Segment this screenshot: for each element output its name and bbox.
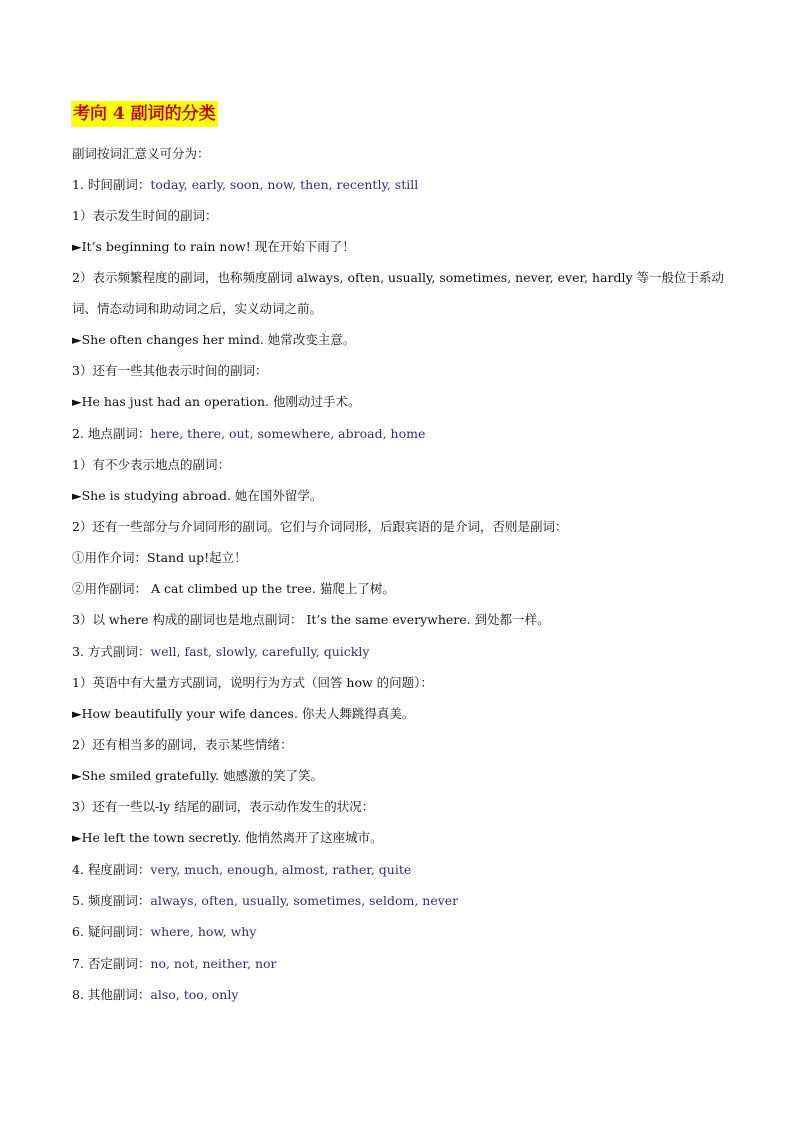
list-item (72, 955, 732, 973)
item-label: 5. 频度副词： (72, 893, 151, 908)
list-item: 2）还有一些部分与介词同形的副词。它们与介词同形，后跟宾语的是介词，否则是副词： (72, 519, 568, 534)
item-label: 4. 程度副词： (72, 862, 151, 877)
example-sentence: ►How beautifully your wife dances. 你夫人舞跳得真美。 (72, 706, 415, 721)
item-value: here, there, out, somewhere, abroad, home (150, 426, 426, 441)
list-item (72, 425, 732, 443)
intro-text: 副词按词汇意义可分为： (72, 146, 210, 161)
item-value: today, early, soon, now, then, recently, still (150, 177, 419, 192)
list-item: 3）还有一些其他表示时间的副词： (72, 363, 268, 378)
item-label: 7. 否定副词： (72, 956, 151, 971)
list-item (72, 643, 732, 661)
list-item: 1）有不少表示地点的副词： (72, 457, 230, 472)
item-value: very, much, enough, almost, rather, quite (150, 862, 412, 877)
item-value: where, how, why (150, 924, 257, 939)
example-sentence: ►She is studying abroad. 她在国外留学。 (72, 488, 323, 503)
list-item (72, 892, 732, 910)
example-sentence: ►He has just had an operation. 他刚动过手术。 (72, 394, 361, 409)
list-item (72, 861, 732, 879)
list-item: 3）还有一些以-ly 结尾的副词，表示动作发生的状况： (72, 799, 375, 814)
example-sentence: ②用作副词： A cat climbed up the tree. 猫爬上了树。 (72, 581, 395, 596)
item-label: 2. 地点副词： (72, 426, 151, 441)
list-item (72, 986, 732, 1004)
item-label: 1. 时间副词： (72, 177, 151, 192)
example-sentence: ►He left the town secretly. 他悄然离开了这座城市。 (72, 830, 383, 845)
section-title: 考向 4 副词的分类 (71, 101, 218, 127)
item-value: always, often, usually, sometimes, seldom, never (150, 893, 459, 908)
item-label: 6. 疑问副词： (72, 924, 151, 939)
item-label: 3. 方式副词： (72, 644, 151, 659)
item-label: 8. 其他副词： (72, 987, 151, 1002)
example-sentence: ►She often changes her mind. 她常改变主意。 (72, 332, 356, 347)
list-item: 1）英语中有大量方式副词，说明行为方式（回答 how 的问题）： (72, 675, 433, 690)
list-item (72, 923, 732, 941)
list-item: 1）表示发生时间的副词： (72, 208, 218, 223)
item-value: no, not, neither, nor (150, 956, 277, 971)
example-sentence: ①用作介词：Stand up!起立！ (72, 550, 247, 565)
item-value: well, fast, slowly, carefully, quickly (150, 644, 370, 659)
list-item: 2）还有相当多的副词，表示某些情绪： (72, 737, 293, 752)
paragraph: 2）表示频繁程度的副词，也称频度副词 always, often, usually, sometimes, never, ever, hardly 等一般位于系动词、情态动词和助动词之后，实义动词之前。 (72, 270, 725, 316)
list-item: 3）以 where 构成的副词也是地点副词： It’s the same everywhere. 到处都一样。 (72, 612, 550, 627)
example-sentence: ►It’s beginning to rain now! 现在开始下雨了！ (72, 239, 355, 254)
list-item (72, 176, 732, 194)
example-sentence: ►She smiled gratefully. 她感激的笑了笑。 (72, 768, 324, 783)
item-value: also, too, only (150, 987, 239, 1002)
